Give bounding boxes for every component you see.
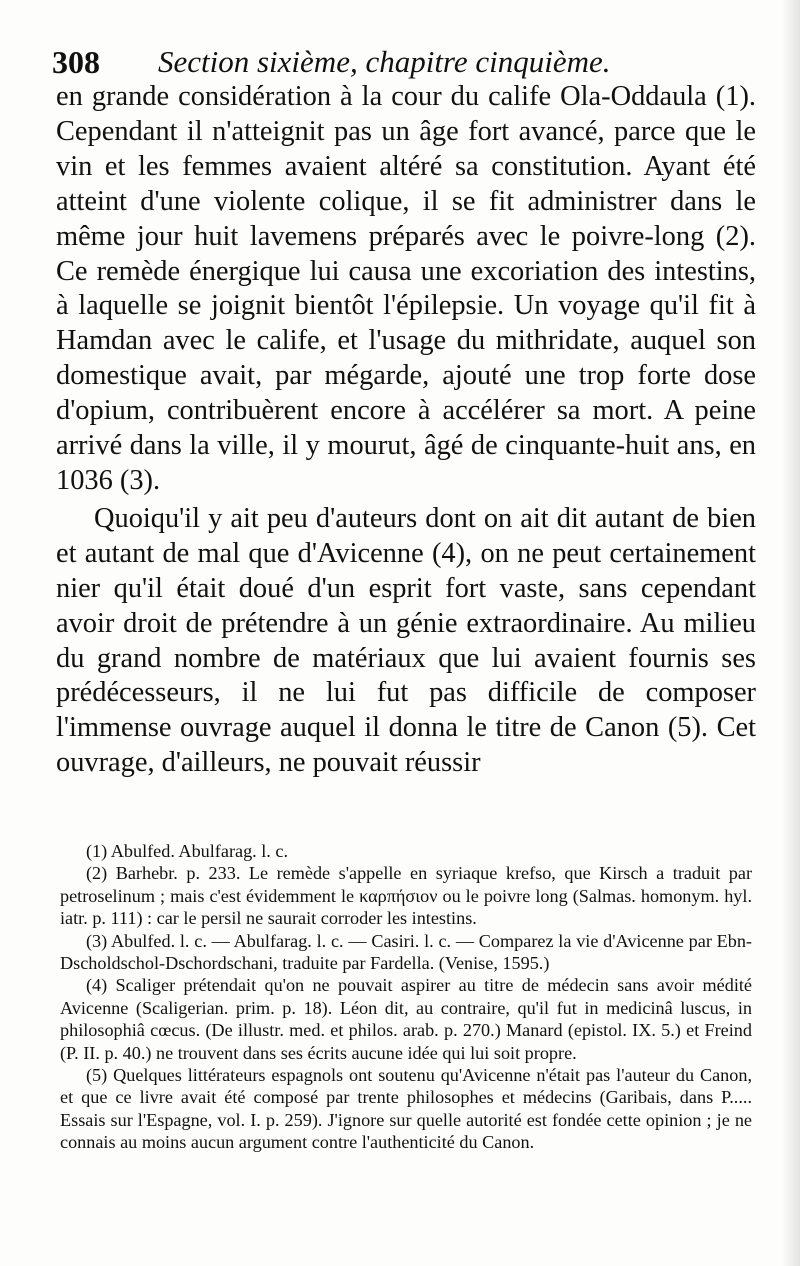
footnote: (2) Barhebr. p. 233. Le remède s'appelle en syriaque krefso, que Kirsch a traduit par petroselinum ; mais c'est évidemment le καρπήσιον ou le poivre long (Salmas. homonym. hyl. iatr. p. 111) : car le persil ne saurait corroder les intestins.: [60, 863, 752, 929]
body-text: [56, 80, 756, 784]
footnote: (4) Scaliger prétendait qu'on ne pouvait aspirer au titre de médecin sans avoir médité Avicenne (Scaligerian. prim. p. 18). Léon dit, au contraire, qu'il fut in medicinâ luscus, in philosophiâ cœcus. (De illustr. med. et philos. arab. p. 270.) Manard (epistol. IX. 5.) et Freind (P. II. p. 40.) ne trouvent dans ses écrits aucune idée qui lui soit propre.: [60, 975, 752, 1063]
running-head: Section sixième, chapitre cinquième.: [158, 44, 611, 79]
footnote: (1) Abulfed. Abulfarag. l. c.: [86, 841, 289, 861]
body-paragraph: en grande considération à la cour du calife Ola-Oddaula (1). Cependant il n'atteignit pas un âge fort avancé, parce que le vin et les femmes avaient altéré sa constitution. Ayant été atteint d'une violente colique, il se fit administrer dans le même jour huit lavemens préparés avec le poivre-long (2). Ce remède énergique lui causa une excoriation des intestins, à laquelle se joignit bientôt l'épilepsie. Un voyage qu'il fit à Hamdan avec le calife, et l'usage du mithridate, auquel son domestique avait, par mégarde, ajouté une trop forte dose d'opium, contribuèrent encore à accélérer sa mort. A peine arrivé dans la ville, il y mourut, âgé de cinquante-huit ans, en 1036 (3).: [56, 81, 756, 496]
footnote: (5) Quelques littérateurs espagnols ont soutenu qu'Avicenne n'était pas l'auteur du Canon, et que ce livre avait été composé par trente philosophes et médecins (Garibais, dans P..... Essais sur l'Espagne, vol. I. p. 259). J'ignore sur quelle autorité est fondée cette opinion ; je ne connais au moins aucun argument contre l'authenticité du Canon.: [60, 1065, 752, 1153]
footnotes: [60, 840, 752, 1154]
page-number: 308: [52, 44, 100, 80]
page-edge-shadow: [782, 0, 800, 1266]
body-paragraph: Quoiqu'il y ait peu d'auteurs dont on ait dit autant de bien et autant de mal que d'Avicenne (4), on ne peut certainement nier qu'il était doué d'un esprit fort vaste, sans cependant avoir droit de prétendre à un génie extraordinaire. Au milieu du grand nombre de matériaux que lui avaient fournis ses prédécesseurs, il ne lui fut pas difficile de composer l'immense ouvrage auquel il donna le titre de Canon (5). Cet ouvrage, d'ailleurs, ne pouvait réussir: [56, 502, 756, 779]
footnote: (3) Abulfed. l. c. — Abulfarag. l. c. — Casiri. l. c. — Comparez la vie d'Avicenne par Ebn-Dscholdschol-Dschordschani, traduite par Fardella. (Venise, 1595.): [60, 930, 752, 974]
